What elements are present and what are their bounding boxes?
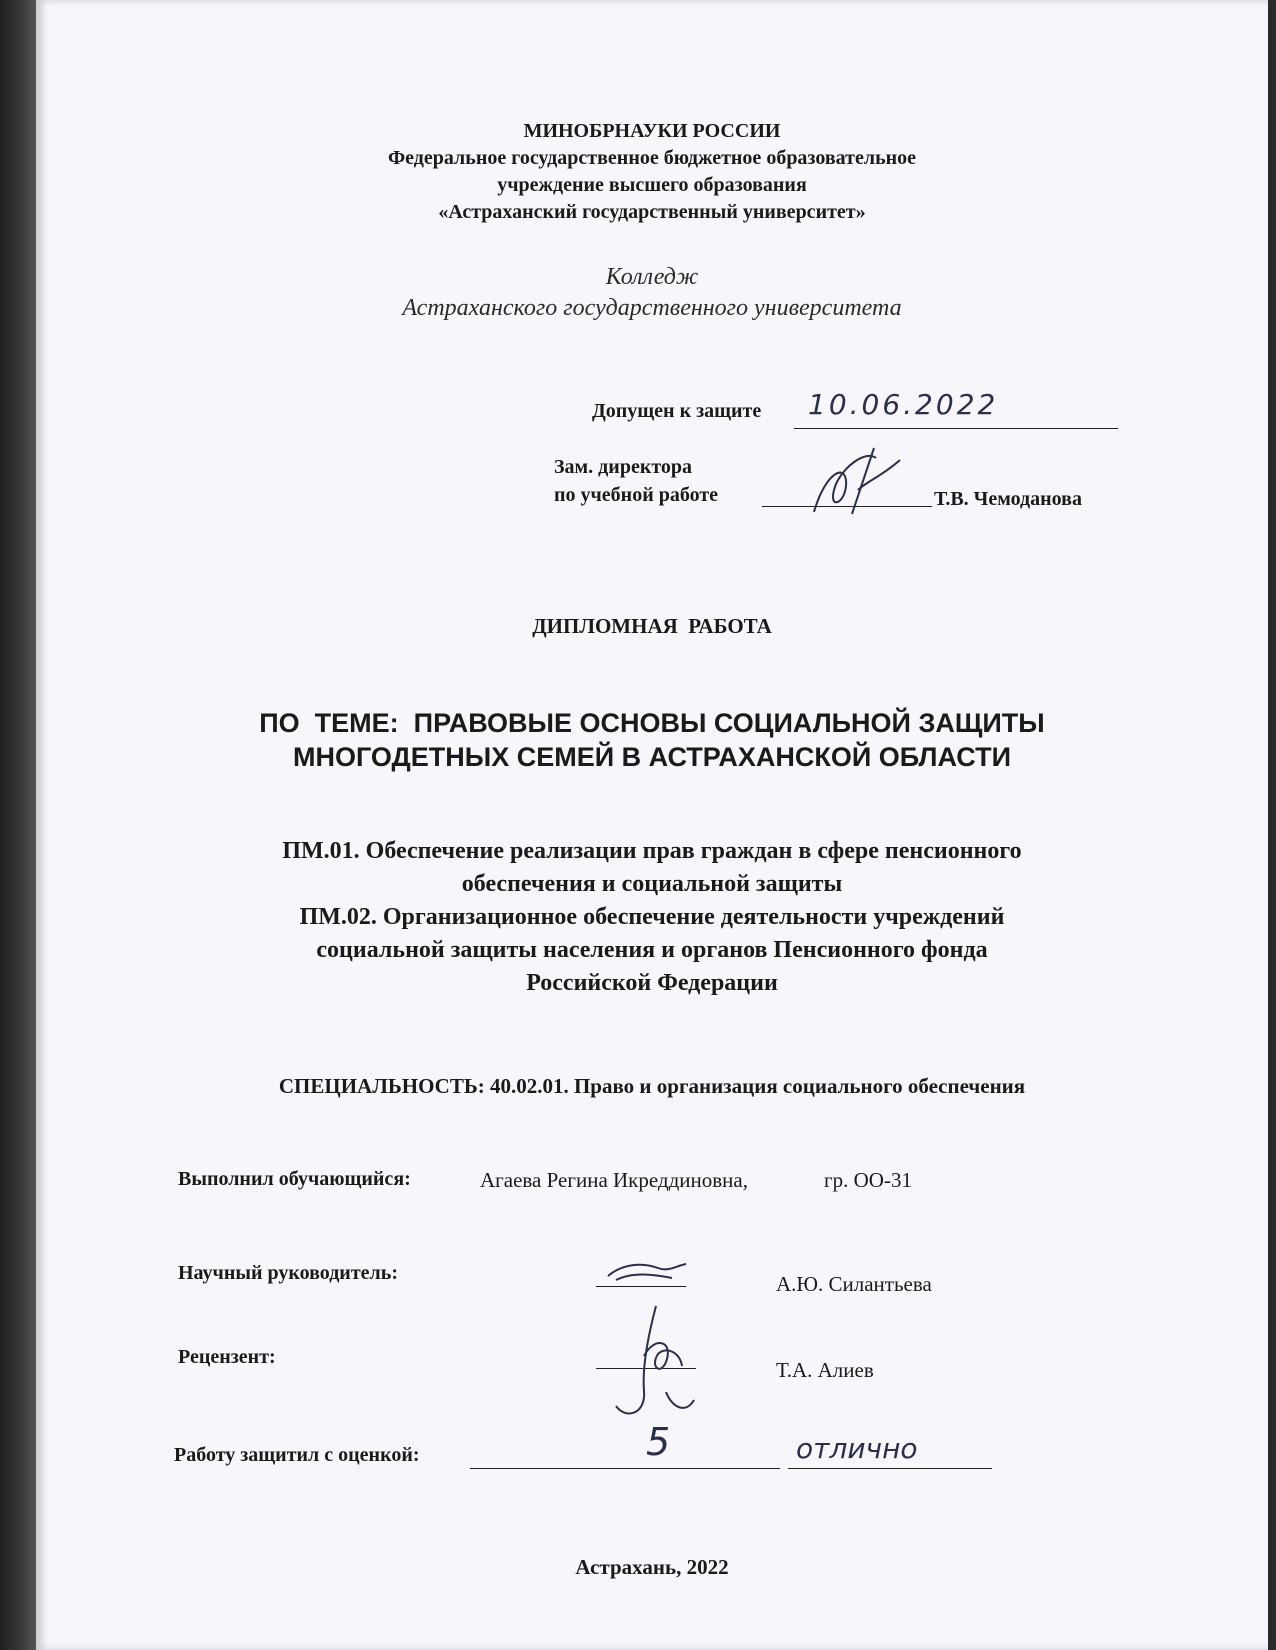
student-name: Агаева Регина Икреддиновна, bbox=[480, 1168, 748, 1192]
reviewer-label: Рецензент: bbox=[178, 1346, 276, 1368]
college-line-1: Колледж bbox=[605, 264, 699, 290]
pm01-line-1: ПМ.01. Обеспечение реализации прав граждан в сфере пенсионного bbox=[282, 838, 1022, 864]
reviewer-signature bbox=[596, 1296, 706, 1426]
grade-word-handwritten: отлично bbox=[796, 1432, 918, 1465]
deputy-label-1: Зам. директора bbox=[554, 456, 693, 478]
deputy-signature bbox=[796, 440, 916, 530]
pm02-line-1: ПМ.02. Организационное обеспечение деятельности учреждений bbox=[299, 904, 1005, 930]
deputy-name: Т.В. Чемоданова bbox=[934, 488, 1082, 510]
grade-line bbox=[470, 1446, 780, 1469]
university-name: «Астраханский государственный университет» bbox=[438, 201, 866, 223]
specialty: СПЕЦИАЛЬНОСТЬ: 40.02.01. Право и организация социального обеспечения bbox=[278, 1074, 1026, 1098]
deputy-label-2: по учебной работе bbox=[554, 484, 719, 506]
college-block bbox=[36, 262, 1268, 324]
scan-binding-edge bbox=[0, 0, 36, 1650]
grade-label: Работу защитил с оценкой: bbox=[174, 1444, 420, 1466]
institution-line-1: Федеральное государственное бюджетное образовательное bbox=[387, 147, 917, 169]
institution-line-2: учреждение высшего образования bbox=[497, 174, 807, 196]
grade-value-handwritten: 5 bbox=[646, 1420, 671, 1464]
student-label: Выполнил обучающийся: bbox=[178, 1168, 411, 1190]
pm01-line-2: обеспечения и социальной защиты bbox=[461, 871, 843, 897]
admitted-date-handwritten: 10.06.2022 bbox=[808, 388, 999, 421]
title-page bbox=[36, 0, 1268, 1650]
ministry-header bbox=[36, 118, 1268, 226]
pm02-line-3: Российской Федерации bbox=[526, 970, 778, 996]
reviewer-name: Т.А. Алиев bbox=[776, 1358, 874, 1382]
student-group: гр. ОО-31 bbox=[824, 1168, 912, 1192]
professional-modules bbox=[36, 835, 1268, 1000]
city-year: Астрахань, 2022 bbox=[575, 1555, 729, 1579]
supervisor-label: Научный руководитель: bbox=[178, 1262, 398, 1284]
ministry-name: МИНОБРНАУКИ РОССИИ bbox=[523, 120, 781, 142]
thesis-topic bbox=[36, 706, 1268, 774]
topic-line-2: МНОГОДЕТНЫХ СЕМЕЙ В АСТРАХАНСКОЙ ОБЛАСТИ bbox=[292, 742, 1012, 772]
document-title: ДИПЛОМНАЯ РАБОТА bbox=[532, 614, 772, 638]
supervisor-name: А.Ю. Силантьева bbox=[776, 1272, 932, 1296]
pm02-line-2: социальной защиты населения и органов Пенсионного фонда bbox=[316, 937, 988, 963]
admitted-label: Допущен к защите bbox=[592, 400, 762, 422]
college-line-2: Астраханского государственного университета bbox=[402, 295, 902, 321]
supervisor-signature bbox=[602, 1258, 692, 1288]
topic-line-1: ПО ТЕМЕ: ПРАВОВЫЕ ОСНОВЫ СОЦИАЛЬНОЙ ЗАЩИТЫ bbox=[259, 708, 1045, 738]
